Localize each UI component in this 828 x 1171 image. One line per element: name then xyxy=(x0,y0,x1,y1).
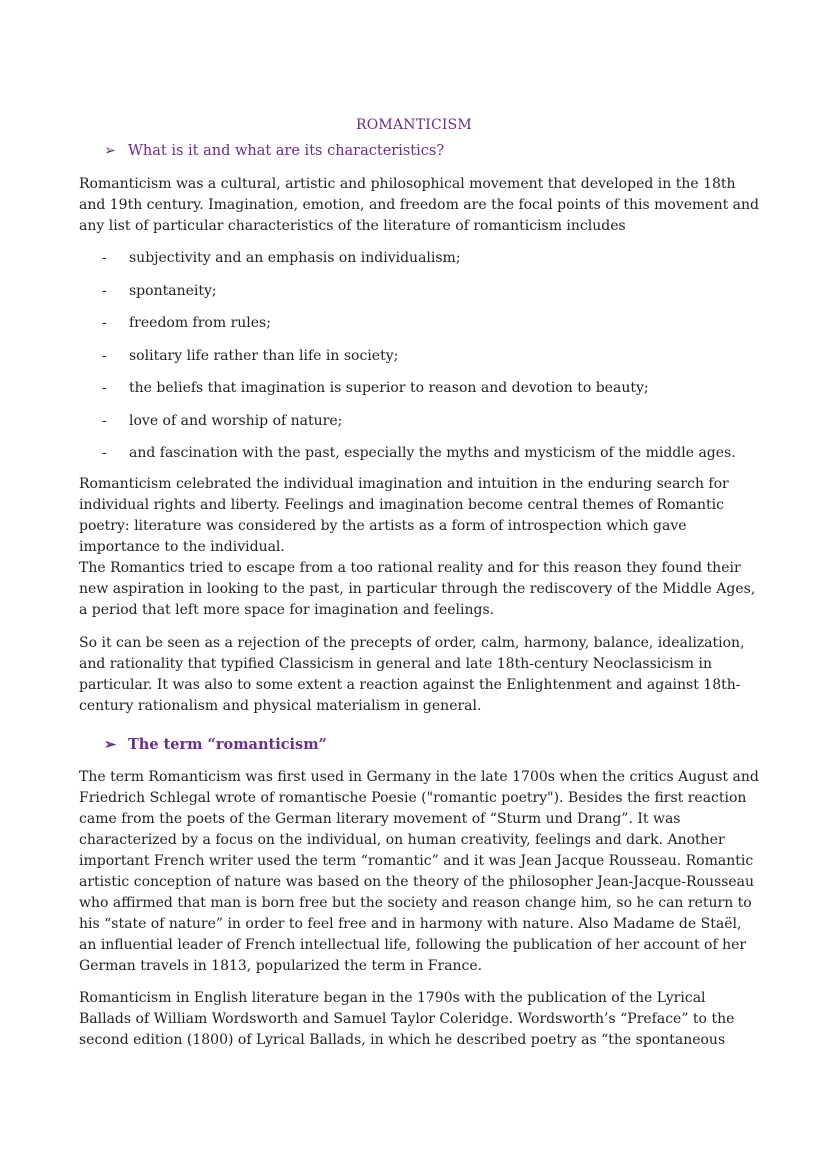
paragraph-rejection-classicism: So it can be seen as a rejection of the precepts of order, calm, harmony, balance, idealization, and rationality that typified Classicism in general and late 18th-century Neoclassicism in particular. It was also to some extent a reaction against the Enlightenment and against 18th-century rationalism and physical materialism in general. xyxy=(79,635,745,714)
heading-text: The term “romanticism” xyxy=(128,736,327,753)
document-page: ROMANTICISM ➢ What is it and what are its characteristics? Romanticism was a cultural, artistic and philosophical movement that developed in the 18th and 19th century. Imagination, emotion, and freedom are the focal points of this movement and any list of particular characteristics of the literature of romanticism includes - subjectivity and an emphasis on individualism; - spontaneity; - freedom from rules; - solitary life rather than life in society; - the beliefs that imagination is superior to reason and devotion to beauty; - love of and worship of nature; - and fascination with the past, especially the myths and mysticism of the middle ages. Romanticism celebrated the individual imagination and intuition in the enduring search for individual rights and liberty. Feelings and imagination become central themes of Romantic poetry: literature was considered by the artists as a form of introspection which gave importance to the individual. The Romantics tried to escape from a too rational reality and for this reason they found their new aspiration in looking to the past, in particular through the rediscovery of the Middle Ages, a period that left more space for imagination and feelings. So it can be seen as a rejection of the precepts of order, calm, harmony, balance, idealization, and rationality that typified Classicism in general and late 18th-century Neoclassicism in particular. It was also to some extent a reaction against the Enlightenment and against 18th-century rationalism and physical materialism in general. ➢ The term “romanticism” The term Romanticism was first used in Germany in the late 1700s when the critics August and Friedrich Schlegal wrote of romantische Poesie ("romantic poetry"). Besides the first reaction came from the poets of the German literary movement of “Sturm und Drang”. It was characterized by a focus on the individual, on human creativity, feelings and dark. Another important French writer used the term “romantic” and it was Jean Jacque Rousseau. Romantic artistic conception of nature was based on the theory of the philosopher Jean-Jacque-Rousseau who affirmed that man is born free but the society and reason change him, so he can return to his “state of nature” in order to feel free and in harmony with nature. Also Madame de Staël, an influential leader of French intellectual life, following the publication of her account of her German travels in 1813, popularized the term in France. Romanticism in English literature began in the 1790s with the publication of the Lyrical Ballads of William Wordsworth and Samuel Taylor Coleridge. Wordsworth’s “Preface” to the second edition (1800) of Lyrical Ballads, in which he described poetry as “the spontaneous xyxy=(0,0,828,1171)
paragraph-term-origin: The term Romanticism was first used in Germany in the late 1700s when the critics August and Friedrich Schlegal wrote of romantische Poesie ("romantic poetry"). Besides the first reaction came from the poets of the German literary movement of “Sturm und Drang”. It was characterized by a focus on the individual, on human creativity, feelings and dark. Another important French writer used the term “romantic” and it was Jean Jacque Rousseau. Romantic artistic conception of nature was based on the theory of the philosopher Jean-Jacque-Rousseau who affirmed that man is born free but the society and reason change him, so he can return to his “state of nature” in order to feel free and in harmony with nature. Also Madame de Staël, an influential leader of French intellectual life, following the publication of her account of her German travels in 1813, popularized the term in France. xyxy=(79,769,759,974)
paragraph-individual-imagination: Romanticism celebrated the individual imagination and intuition in the enduring search for individual rights and liberty. Feelings and imagination become central themes of Romantic poetry: literature was considered by the artists as a form of introspection which gave importance to the individual. xyxy=(79,476,729,555)
list-dash: - xyxy=(102,347,107,364)
section-heading-term xyxy=(104,736,327,753)
list-dash: - xyxy=(102,412,107,429)
arrow-bullet-icon: ➢ xyxy=(104,143,117,159)
list-dash: - xyxy=(102,445,107,461)
paragraph-escape-reality: The Romantics tried to escape from a too rational reality and for this reason they found their new aspiration in looking to the past, in particular through the rediscovery of the Middle Ages, a period that left more space for imagination and feelings. xyxy=(79,560,756,618)
list-dash: - xyxy=(102,282,107,299)
section-heading-characteristics xyxy=(104,143,444,159)
list-dash: - xyxy=(102,315,107,331)
paragraph-english-literature: Romanticism in English literature began in the 1790s with the publication of the Lyrical Ballads of William Wordsworth and Samuel Taylor Coleridge. Wordsworth’s “Preface” to the second edition (1800) of Lyrical Ballads, in which he described poetry as “the spontaneous xyxy=(79,990,735,1048)
paragraph-intro: Romanticism was a cultural, artistic and philosophical movement that developed in the 18th and 19th century. Imagination, emotion, and freedom are the focal points of this movement and any list of particular characteristics of the literature of romanticism includes xyxy=(79,176,760,234)
list-dash: - xyxy=(102,380,107,396)
arrow-bullet-icon: ➢ xyxy=(104,736,117,753)
heading-text: What is it and what are its characteristics? xyxy=(128,143,445,159)
list-dash: - xyxy=(102,250,107,266)
document-title: ROMANTICISM xyxy=(356,117,472,133)
